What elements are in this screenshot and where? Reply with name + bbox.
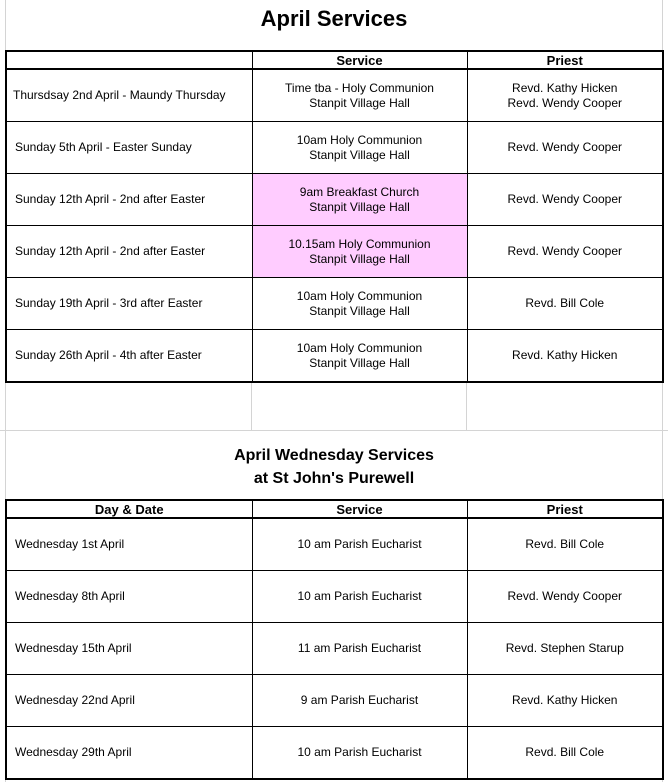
day-cell: Wednesday 22nd April [6,675,252,727]
day-cell: Thursdsay 2nd April - Maundy Thursday [6,69,252,122]
service-cell [252,330,467,383]
section-subtitle-line: at St John's Purewell [253,470,415,487]
service-text: 10am Holy Communion [296,132,423,147]
table-row [6,278,663,330]
service-cell: 11 am Parish Eucharist [252,623,467,675]
venue-text: Stanpit Village Hall [309,355,410,370]
priest-cell: Revd. Kathy Hicken [467,675,663,727]
day-cell: Wednesday 15th April [6,623,252,675]
service-cell [252,122,467,174]
table-row [6,675,663,727]
service-cell-highlighted [252,226,467,278]
venue-text: Stanpit Village Hall [309,199,410,214]
table-row [6,69,663,122]
service-cell-highlighted [252,174,467,226]
priest-cell: Revd. Wendy Cooper [467,122,663,174]
service-cell [252,69,467,122]
priest-cell: Revd. Kathy Hicken [467,330,663,383]
priest-cell: Revd. Wendy Cooper [467,174,663,226]
april-services-table [5,50,664,383]
grid-line [251,378,252,430]
priest-text: Revd. Wendy Cooper [507,95,622,110]
table-row [6,623,663,675]
service-text: 10am Holy Communion [296,340,423,355]
table-header-row [6,500,663,518]
table-row [6,226,663,278]
service-text: 10.15am Holy Communion [288,236,431,251]
priest-cell: Revd. Bill Cole [467,278,663,330]
header-priest: Priest [467,500,663,518]
day-cell: Wednesday 29th April [6,727,252,780]
priest-cell: Revd. Stephen Starup [467,623,663,675]
service-cell: 10 am Parish Eucharist [252,727,467,780]
header-service: Service [252,500,467,518]
service-cell: 10 am Parish Eucharist [252,518,467,571]
table-row [6,174,663,226]
priest-cell: Revd. Bill Cole [467,518,663,571]
section-title-line: April Wednesday Services [234,447,434,464]
table-row [6,571,663,623]
priest-cell: Revd. Bill Cole [467,727,663,780]
table-header-row [6,51,663,69]
table-row [6,727,663,780]
day-cell: Wednesday 1st April [6,518,252,571]
header-priest: Priest [467,51,663,69]
table-row [6,330,663,383]
grid-line [466,378,467,430]
day-cell: Sunday 12th April - 2nd after Easter [6,174,252,226]
venue-text: Stanpit Village Hall [309,95,410,110]
header-day: Day & Date [6,500,252,518]
service-text: 10am Holy Communion [296,288,423,303]
venue-text: Stanpit Village Hall [309,303,410,318]
page-title: April Services [260,6,408,31]
day-cell: Sunday 19th April - 3rd after Easter [6,278,252,330]
section-title [0,444,668,490]
day-cell: Wednesday 8th April [6,571,252,623]
service-cell [252,278,467,330]
venue-text: Stanpit Village Hall [309,147,410,162]
day-cell: Sunday 12th April - 2nd after Easter [6,226,252,278]
header-day [6,51,252,69]
service-text: 9am Breakfast Church [299,184,420,199]
service-cell: 9 am Parish Eucharist [252,675,467,727]
venue-text: Stanpit Village Hall [309,251,410,266]
day-cell: Sunday 5th April - Easter Sunday [6,122,252,174]
wednesday-services-table [5,499,664,780]
table-row [6,122,663,174]
table-row [6,518,663,571]
service-cell: 10 am Parish Eucharist [252,571,467,623]
priest-text: Revd. Kathy Hicken [512,80,618,95]
priest-cell: Revd. Wendy Cooper [467,571,663,623]
priest-cell [467,69,663,122]
grid-line [0,430,668,431]
day-cell: Sunday 26th April - 4th after Easter [6,330,252,383]
header-service: Service [252,51,467,69]
priest-cell: Revd. Wendy Cooper [467,226,663,278]
service-text: Time tba - Holy Communion [285,80,434,95]
